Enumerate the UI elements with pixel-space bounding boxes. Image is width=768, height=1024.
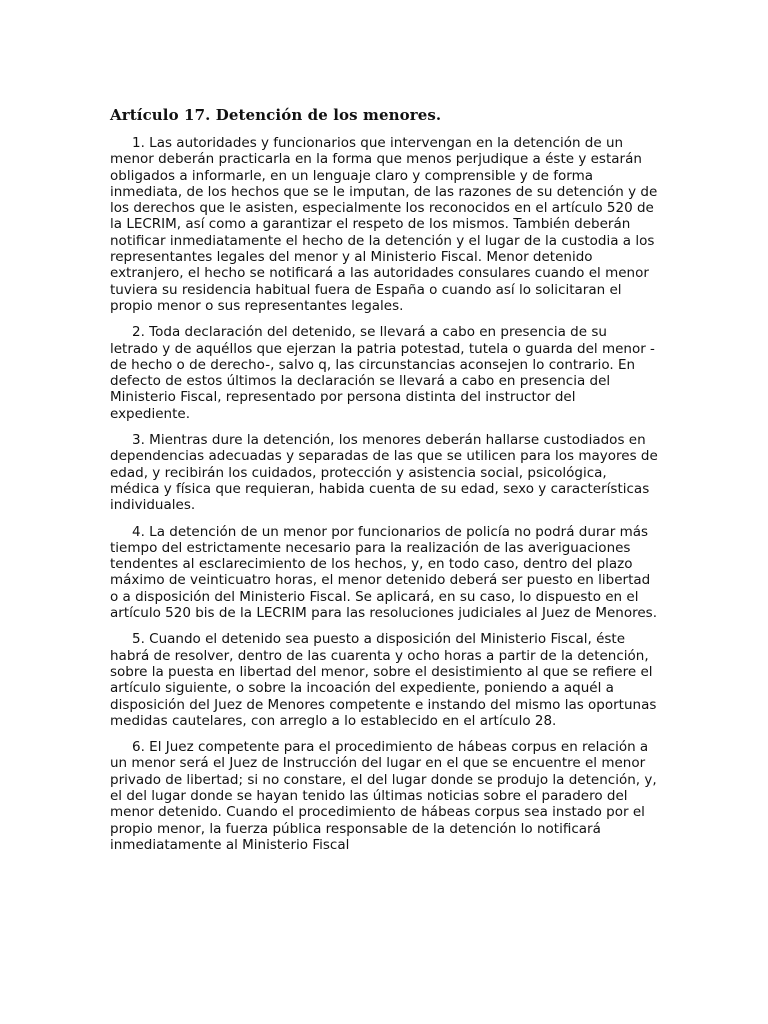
paragraph-1: 1. Las autoridades y funcionarios que intervengan en la detención de un menor deberán practicarla en la forma que menos perjudique a éste y estarán obligados a informarle, en un lenguaje claro y comprensible y de forma inmediata, de los hechos que se le imputan, de las razones de su detención y de los derechos que le asisten, especialmente los reconocidos en el artículo 520 de la LECRIM, así como a garantizar el respeto de los mismos. También deberán notificar inmediatamente el hecho de la detención y el lugar de la custodia a los representantes legales del menor y al Ministerio Fiscal. Menor detenido extranjero, el hecho se notificará a las autoridades consulares cuando el menor tuviera su residencia habitual fuera de España o cuando así lo solicitaran el propio menor o sus representantes legales. (110, 135, 658, 314)
paragraph-3: 3. Mientras dure la detención, los menores deberán hallarse custodiados en dependencias adecuadas y separadas de las que se utilicen para los mayores de edad, y recibirán los cuidados, protección y asistencia social, psicológica, médica y física que requieran, habida cuenta de su edad, sexo y características individuales. (110, 432, 658, 514)
paragraph-6: 6. El Juez competente para el procedimiento de hábeas corpus en relación a un menor será el Juez de Instrucción del lugar en el que se encuentre el menor privado de libertad; si no constare, el del lugar donde se produjo la detención, y, el del lugar donde se hayan tenido las últimas noticias sobre el paradero del menor detenido. Cuando el procedimiento de hábeas corpus sea instado por el propio menor, la fuerza pública responsable de la detención lo notificará inmediatamente al Ministerio Fiscal (110, 739, 657, 853)
paragraph-4: 4. La detención de un menor por funcionarios de policía no podrá durar más tiempo del estrictamente necesario para la realización de las averiguaciones tendentes al esclarecimiento de los hechos, y, en todo caso, dentro del plazo máximo de veinticuatro horas, el menor detenido deberá ser puesto en libertad o a disposición del Ministerio Fiscal. Se aplicará, en su caso, lo dispuesto en el artículo 520 bis de la LECRIM para las resoluciones judiciales al Juez de Menores. (110, 523, 658, 622)
paragraph-2: 2. Toda declaración del detenido, se llevará a cabo en presencia de su letrado y de aquéllos que ejerzan la patria potestad, tutela o guarda del menor -de hecho o de derecho-, salvo q, las circunstancias aconsejen lo contrario. En defecto de estos últimos la declaración se llevará a cabo en presencia del Ministerio Fiscal, representado por persona distinta del instructor del expediente. (110, 324, 655, 422)
document-page (110, 105, 658, 863)
paragraph-5: 5. Cuando el detenido sea puesto a disposición del Ministerio Fiscal, éste habrá de resolver, dentro de las cuarenta y ocho horas a partir de la detención, sobre la puesta en libertad del menor, sobre el desistimiento al que se refiere el artículo siguiente, o sobre la incoación del expediente, poniendo a aquél a disposición del Juez de Menores competente e instando del mismo las oportunas medidas cautelares, con arreglo a lo establecido en el artículo 28. (110, 631, 657, 729)
article-title: Artículo 17. Detención de los menores. (110, 106, 442, 124)
